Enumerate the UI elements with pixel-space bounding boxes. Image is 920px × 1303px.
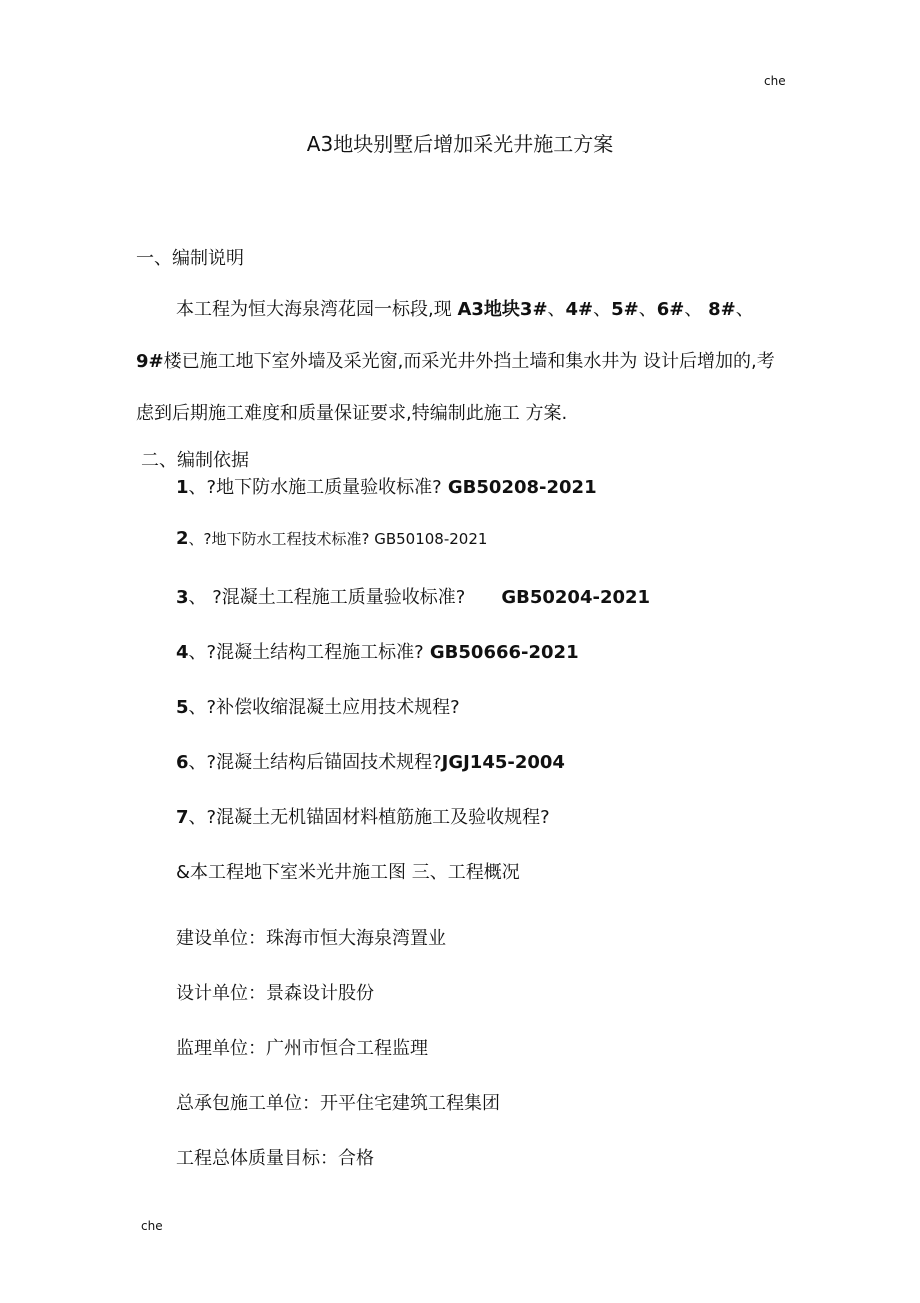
ref-num: 6 <box>176 752 189 773</box>
reference-item <box>176 583 650 609</box>
page-header-mark: che <box>764 74 786 88</box>
para-text: 、 <box>593 299 612 320</box>
para-text: 、 <box>638 299 657 320</box>
ref-num: 3 <box>176 587 189 608</box>
reference-item <box>176 528 487 549</box>
ref-code: GB50204-2021 <box>501 587 651 608</box>
ref-num: 4 <box>176 642 189 663</box>
ref-num: 5 <box>176 697 189 718</box>
ref-code: GB50666-2021 <box>423 642 579 663</box>
ref-text: 、 ?混凝土工程施工质量验收标准? <box>188 587 466 608</box>
ref-text: 、?混凝土无机锚固材料植筋施工及验收规程? <box>188 807 550 828</box>
para-bold: 6# <box>656 299 685 320</box>
ref-text: 、?混凝土结构后锚固技术规程? <box>188 752 442 773</box>
ref-text: 、?补偿收缩混凝土应用技术规程? <box>188 697 460 718</box>
section1-paragraph <box>136 284 776 440</box>
para-text: 楼已施工地下室外墙及采光窗,而采光井外挡土墙和集水井为 设计后增加的,考虑到后期施工难度和质量保证要求,特编制此施工 方案. <box>136 351 775 424</box>
info-designer: 设计单位：景森设计股份 <box>176 983 374 1004</box>
ref-text: 、?地下防水工程技术标准? GB50108-2021 <box>188 530 488 548</box>
ref-code: JGJ145-2004 <box>441 752 565 773</box>
para-text: 本工程为恒大海泉湾花园一标段,现 <box>176 299 452 320</box>
para-text: 、 <box>735 299 754 320</box>
reference-item-8: &本工程地下室米光井施工图 三、工程概况 <box>176 862 520 883</box>
ref-text: 、?地下防水施工质量验收标准? <box>188 477 442 498</box>
reference-item <box>176 803 550 829</box>
document-title: A3地块别墅后增加采光井施工方案 <box>306 132 614 156</box>
page-footer-mark: che <box>141 1219 163 1233</box>
ref-num: 2 <box>176 528 189 549</box>
info-supervisor: 监理单位：广州市恒合工程监理 <box>176 1038 428 1059</box>
section-heading-2: 二、编制依据 <box>141 450 249 471</box>
ref-code: GB50208-2021 <box>441 477 597 498</box>
para-text: 、 <box>684 299 709 320</box>
info-quality-goal: 工程总体质量目标：合格 <box>176 1148 374 1169</box>
reference-item <box>176 693 460 719</box>
section-heading-1: 一、编制说明 <box>136 248 244 269</box>
para-bold: 8# <box>708 299 736 320</box>
ref-text: 、?混凝土结构工程施工标准? <box>188 642 424 663</box>
reference-item <box>176 748 565 774</box>
ref-num: 1 <box>176 477 189 498</box>
ref-num: 7 <box>176 807 189 828</box>
para-text: 、 <box>547 299 566 320</box>
para-bold: 4# <box>565 299 594 320</box>
para-bold: 5# <box>611 299 639 320</box>
para-bold: A3地块3# <box>457 299 548 320</box>
reference-item <box>176 638 579 664</box>
info-owner: 建设单位：珠海市恒大海泉湾置业 <box>176 928 446 949</box>
info-contractor: 总承包施工单位：开平住宅建筑工程集团 <box>176 1093 500 1114</box>
reference-item <box>176 473 597 499</box>
para-bold: 9# <box>136 351 164 372</box>
